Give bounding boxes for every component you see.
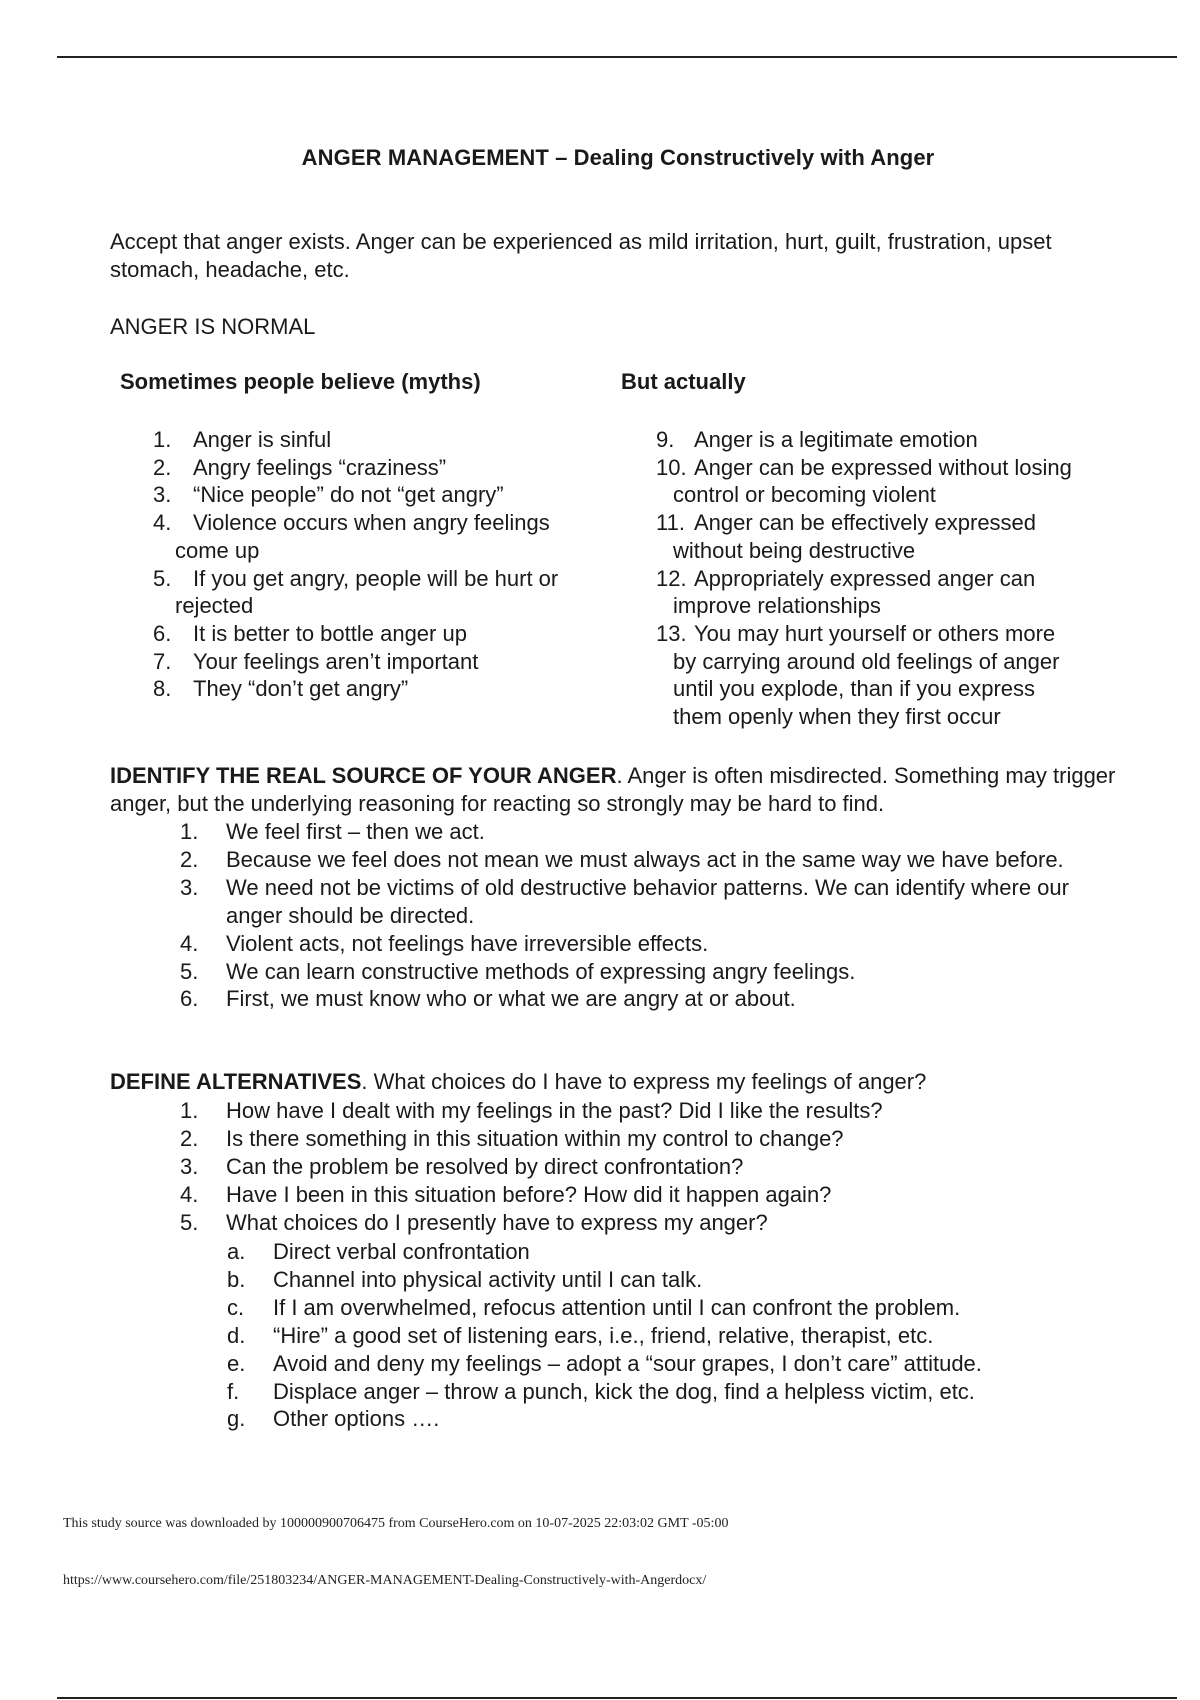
fact-item: 13. You may hurt yourself or others more by carrying around old feelings of anger until you explode, than if you express them openly when they first occur — [656, 620, 1060, 730]
identify-section-paragraph — [110, 762, 1120, 818]
identify-heading: IDENTIFY THE REAL SOURCE OF YOUR ANGER — [110, 763, 617, 788]
identify-list — [180, 818, 1120, 1013]
define-section-paragraph — [110, 1068, 1120, 1096]
myth-item: 7. Your feelings aren’t important — [153, 648, 479, 674]
identify-text: . Anger is often misdirected. Something may trigger anger, but the underlying reasoning for reacting so strongly may be hard to find. — [110, 763, 1116, 816]
myth-item: 1. Anger is sinful — [153, 427, 332, 452]
choices-sublist — [227, 1238, 1127, 1433]
intro-paragraph: Accept that anger exists. Anger can be experienced as mild irritation, hurt, guilt, frustration, upset stomach, headache, etc. — [110, 229, 1052, 282]
myth-item: 2. Angry feelings “craziness” — [153, 454, 447, 480]
list-item: 5. We can learn constructive methods of expressing angry feelings. — [180, 958, 856, 984]
define-heading: DEFINE ALTERNATIVES — [110, 1069, 362, 1094]
fact-item: 10. Anger can be expressed without losing control or becoming violent — [656, 454, 1072, 508]
sublist-item: f. Displace anger – throw a punch, kick the dog, find a helpless victim, etc. — [227, 1378, 975, 1404]
fact-item: 12. Appropriately expressed anger can improve relationships — [656, 565, 1036, 619]
list-item: 1. We feel first – then we act. — [180, 819, 485, 844]
source-url-link[interactable]: https://www.coursehero.com/file/251803234/ANGER-MANAGEMENT-Dealing-Constructively-with-Angerdocx/ — [63, 1573, 707, 1588]
bottom-rule — [57, 1697, 1177, 1699]
list-item: 3. We need not be victims of old destructive behavior patterns. We can identify where our anger should be directed. — [180, 874, 1069, 928]
myths-heading: Sometimes people believe (myths) — [120, 369, 481, 394]
fact-item: 11. Anger can be effectively expressed without being destructive — [656, 510, 1037, 563]
sublist-item: d. “Hire” a good set of listening ears, i.e., friend, relative, therapist, etc. — [227, 1322, 934, 1348]
myths-list — [153, 426, 623, 703]
list-item: 4. Have I been in this situation before? How did it happen again? — [180, 1181, 832, 1207]
myth-item: 4. Violence occurs when angry feelings come up — [153, 510, 550, 563]
sublist-item: e. Avoid and deny my feelings – adopt a “sour grapes, I don’t care” attitude. — [227, 1350, 982, 1376]
list-item: 6. First, we must know who or what we are angry at or about. — [180, 986, 796, 1012]
download-notice: This study source was downloaded by 100000900706475 from CourseHero.com on 10-07-2025 22:03:02 GMT -05:00 — [63, 1516, 729, 1531]
list-item: 4. Violent acts, not feelings have irreversible effects. — [180, 930, 709, 956]
facts-heading: But actually — [621, 369, 746, 394]
sublist-item: a. Direct verbal confrontation — [227, 1239, 530, 1264]
anger-is-normal: ANGER IS NORMAL — [110, 314, 316, 339]
page-title: ANGER MANAGEMENT – Dealing Constructively with Anger — [301, 145, 935, 170]
list-item: 2. Because we feel does not mean we must always act in the same way we have before. — [180, 846, 1064, 872]
list-item: 3. Can the problem be resolved by direct confrontation? — [180, 1153, 744, 1179]
sublist-item: b. Channel into physical activity until I can talk. — [227, 1266, 703, 1292]
sublist-item: c. If I am overwhelmed, refocus attention until I can confront the problem. — [227, 1294, 961, 1320]
myth-item: 8. They “don’t get angry” — [153, 676, 409, 702]
list-item: 5. What choices do I presently have to express my anger? — [180, 1209, 768, 1235]
facts-list — [656, 426, 1126, 731]
myth-item: 6. It is better to bottle anger up — [153, 620, 467, 646]
define-text: . What choices do I have to express my feelings of anger? — [361, 1069, 927, 1094]
myth-item: 5. If you get angry, people will be hurt or rejected — [153, 565, 559, 619]
sublist-item: g. Other options …. — [227, 1406, 440, 1432]
myth-item: 3. “Nice people” do not “get angry” — [153, 482, 504, 508]
define-list — [180, 1097, 1120, 1237]
fact-item: 9. Anger is a legitimate emotion — [656, 427, 978, 452]
list-item: 1. How have I dealt with my feelings in the past? Did I like the results? — [180, 1098, 883, 1123]
list-item: 2. Is there something in this situation within my control to change? — [180, 1125, 844, 1151]
